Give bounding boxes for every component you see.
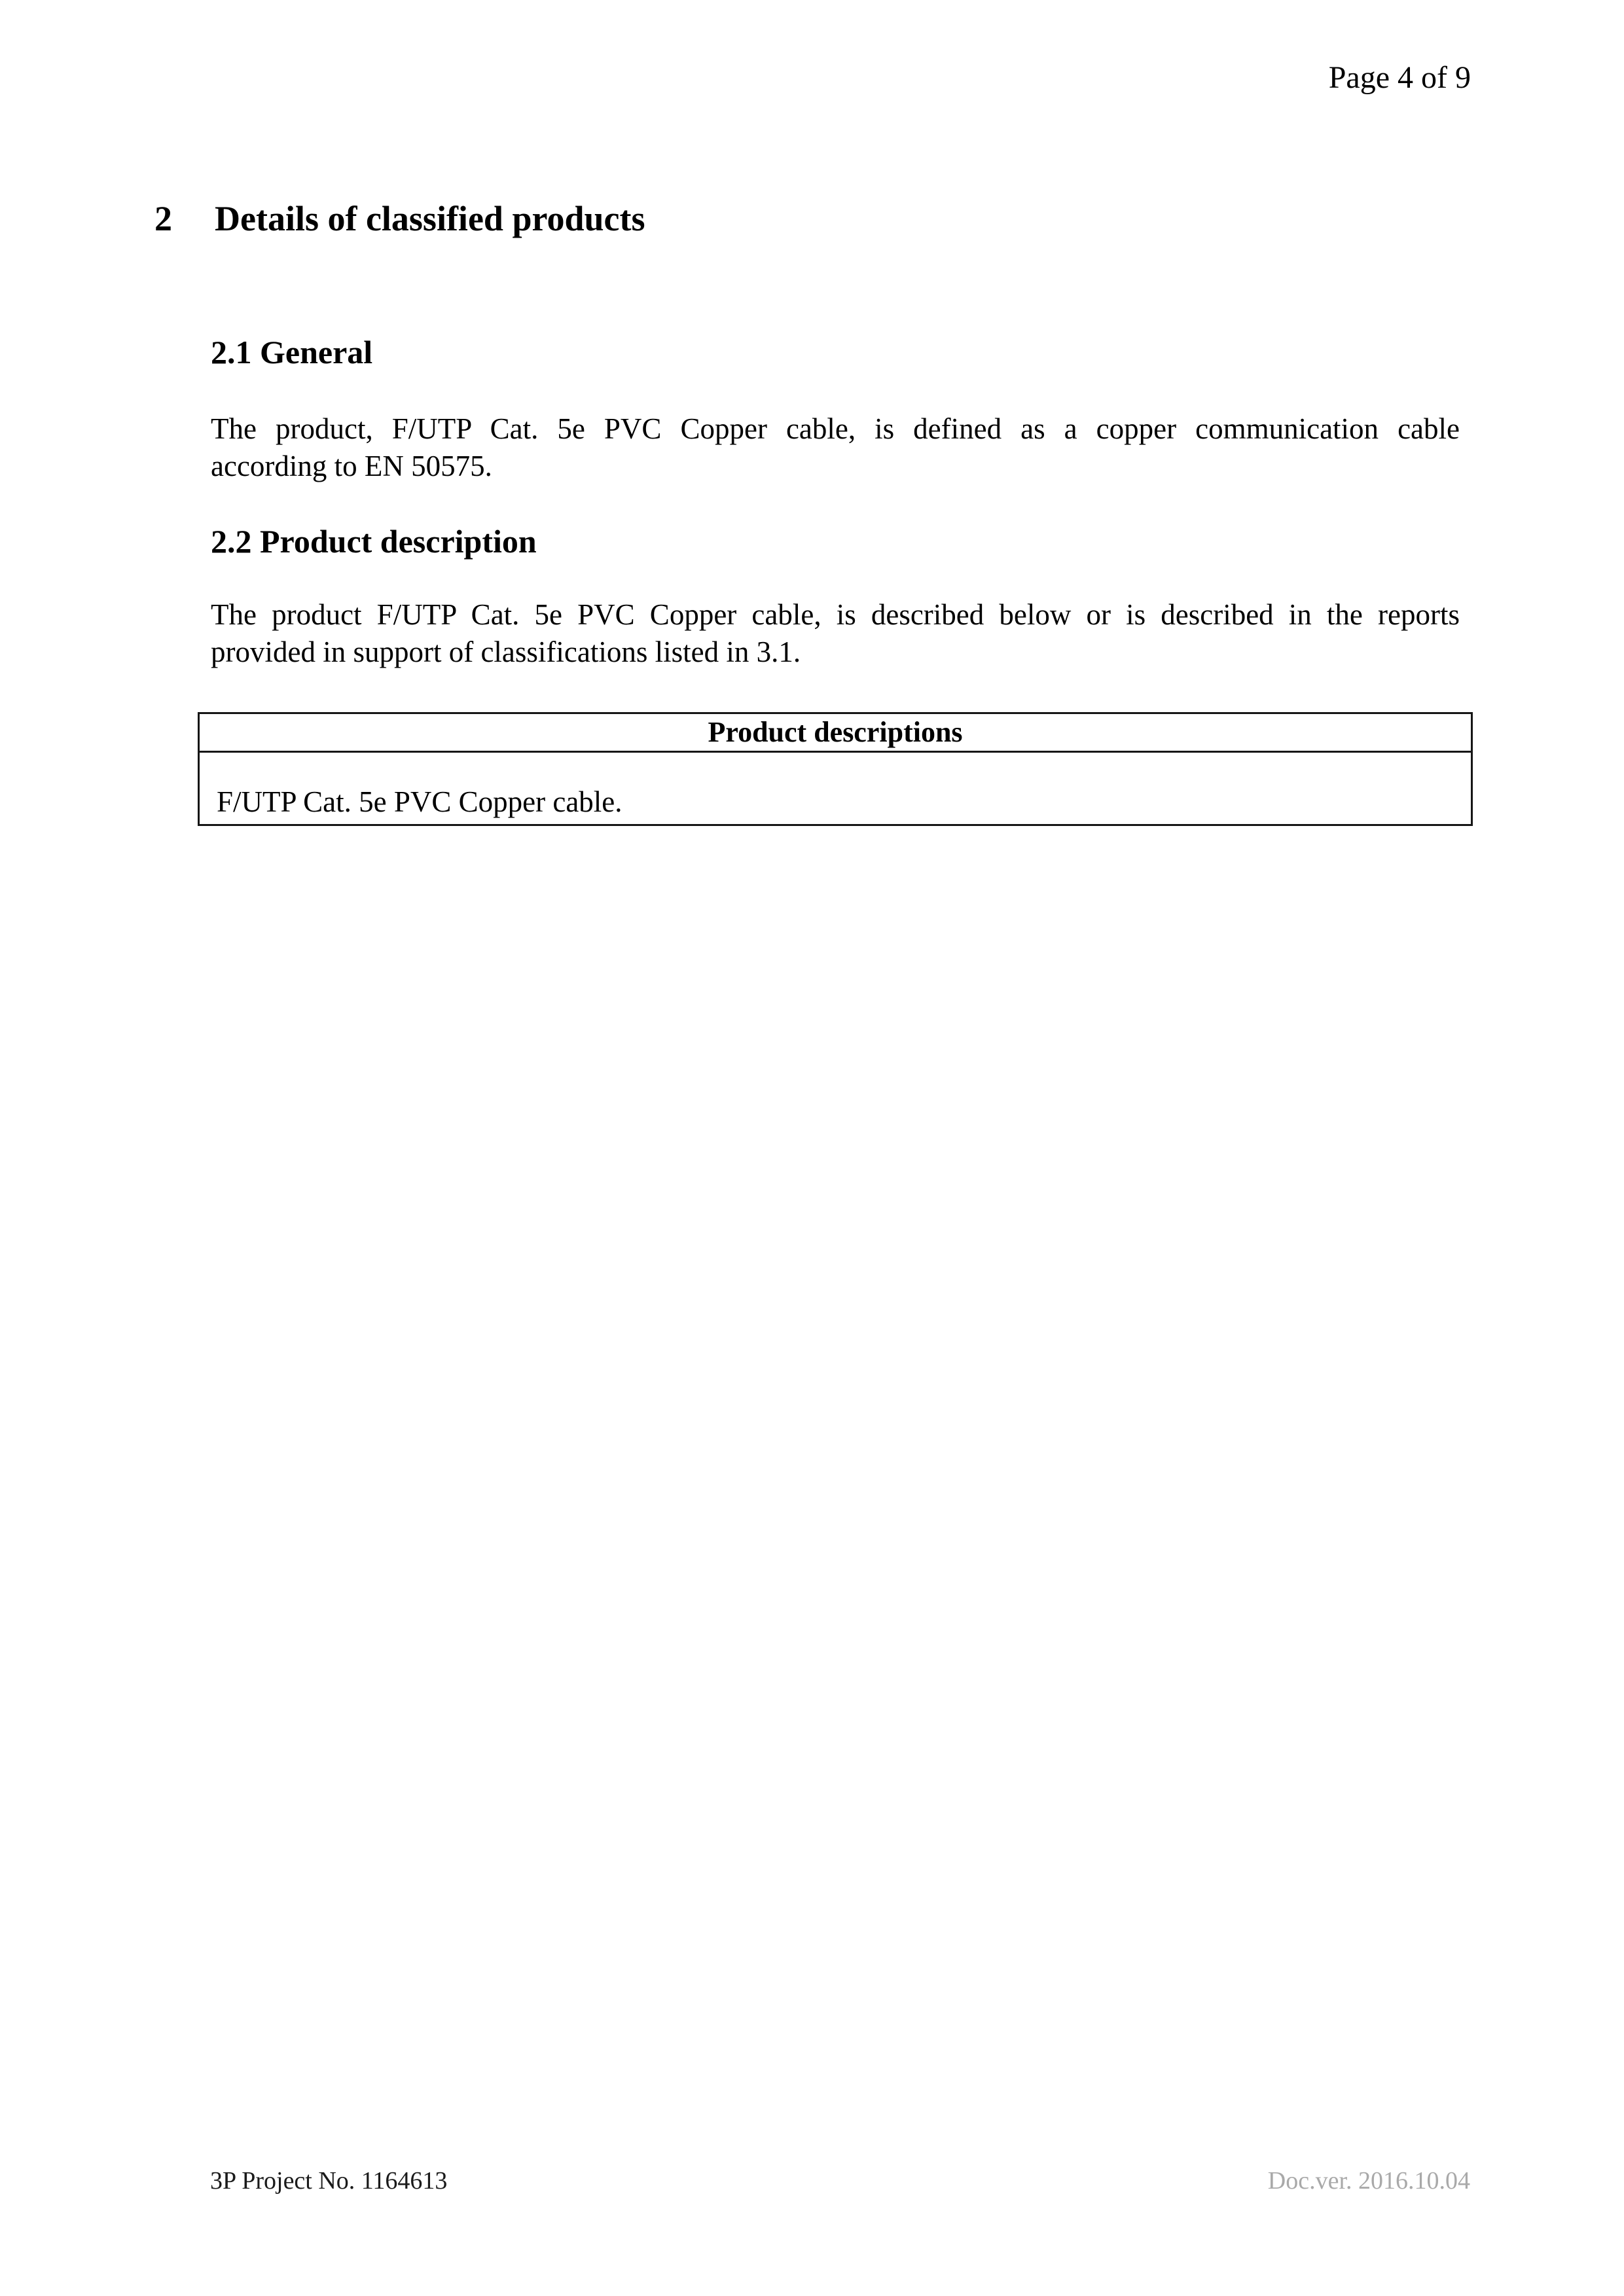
footer-project-number: 3P Project No. 1164613 <box>210 2167 448 2195</box>
paragraph-line: The product F/UTP Cat. 5e PVC Copper cable, is described below or is described in the reports <box>211 598 1460 631</box>
paragraph-line: provided in support of classifications listed in 3.1. <box>211 636 801 668</box>
subsection-title-general: 2.1 General <box>211 334 373 370</box>
footer-doc-version: Doc.ver. 2016.10.04 <box>1267 2167 1470 2195</box>
paragraph-product-description <box>211 596 1460 671</box>
paragraph-line: The product, F/UTP Cat. 5e PVC Copper cable, is defined as a copper communication cable <box>211 412 1460 445</box>
subsection-title-product-description: 2.2 Product description <box>211 523 537 560</box>
section-heading-number: 2 <box>154 199 172 238</box>
paragraph-general <box>211 410 1460 485</box>
paragraph-line: according to EN 50575. <box>211 450 492 482</box>
section-heading-title: Details of classified products <box>215 199 645 238</box>
table-header-cell: Product descriptions <box>200 714 1471 753</box>
table-body-cell: F/UTP Cat. 5e PVC Copper cable. <box>217 785 623 818</box>
product-descriptions-table <box>198 712 1473 826</box>
section-heading <box>154 198 645 239</box>
page-number: Page 4 of 9 <box>1328 60 1471 95</box>
